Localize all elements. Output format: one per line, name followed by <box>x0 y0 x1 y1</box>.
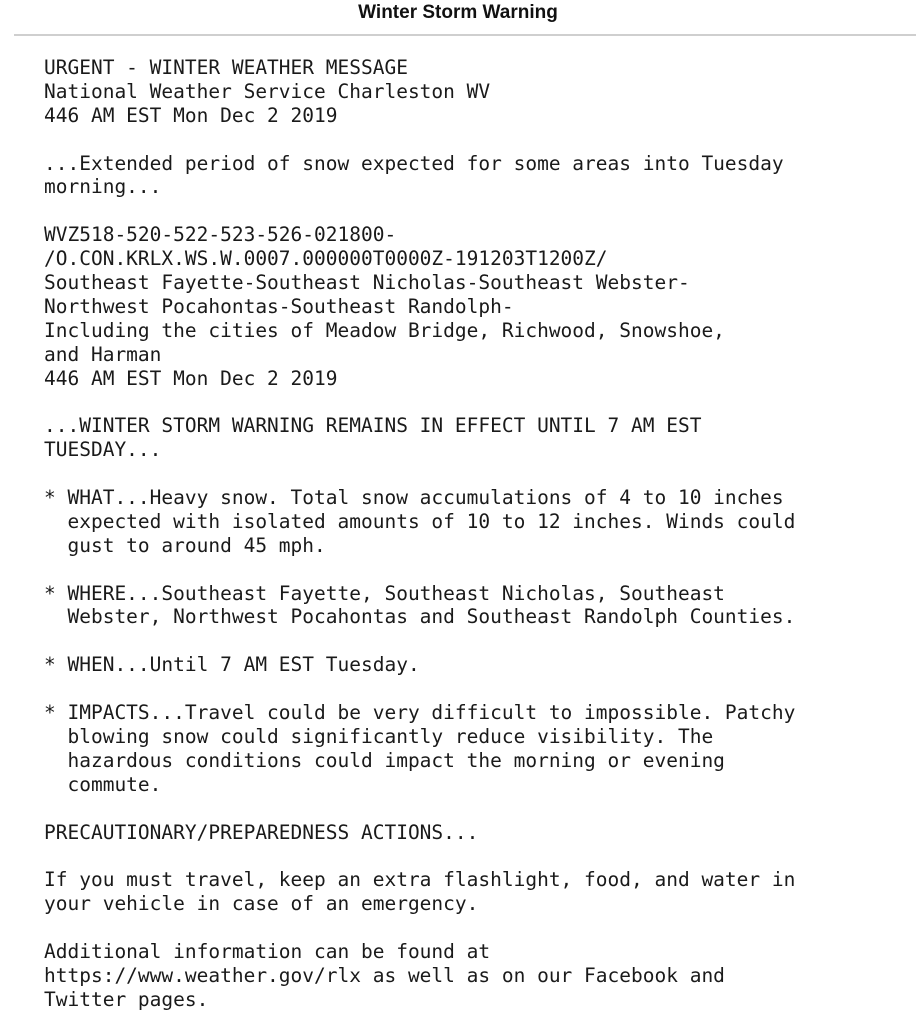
message-line: and Harman <box>44 342 162 366</box>
blank-line <box>44 558 912 582</box>
page-title: Winter Storm Warning <box>358 2 558 23</box>
message-line: If you must travel, keep an extra flashlight, food, and water in <box>44 868 796 892</box>
message-line: commute. <box>44 772 162 796</box>
message-line: blowing snow could significantly reduce visibility. The <box>44 724 714 748</box>
message-line: * WHERE...Southeast Fayette, Southeast Nicholas, Southeast <box>44 581 725 605</box>
message-line: * WHEN...Until 7 AM EST Tuesday. <box>44 653 420 677</box>
message-line: TUESDAY... <box>44 438 162 462</box>
message-line: your vehicle in case of an emergency. <box>44 892 479 916</box>
message-line: gust to around 45 mph. <box>44 533 326 557</box>
message-line: URGENT - WINTER WEATHER MESSAGE <box>44 56 408 79</box>
message-line: /O.CON.KRLX.WS.W.0007.000000T0000Z-191203T1200Z/ <box>44 247 608 271</box>
blank-line <box>44 390 912 414</box>
message-line: * IMPACTS...Travel could be very difficult to impossible. Patchy <box>44 701 796 725</box>
message-line: hazardous conditions could impact the morning or evening <box>44 748 725 772</box>
message-line: Northwest Pocahontas-Southeast Randolph- <box>44 294 514 318</box>
message-line: Including the cities of Meadow Bridge, Richwood, Snowshoe, <box>44 318 725 342</box>
message-line: Webster, Northwest Pocahontas and Southeast Randolph Counties. <box>44 605 796 629</box>
blank-line <box>44 916 912 940</box>
message-line: ...WINTER STORM WARNING REMAINS IN EFFECT UNTIL 7 AM EST <box>44 414 702 438</box>
message-line: morning... <box>44 175 162 199</box>
message-line: Twitter pages. <box>44 987 209 1011</box>
message-line: https://www.weather.gov/rlx as well as on our Facebook and <box>44 963 725 987</box>
warning-message-body <box>44 56 912 1012</box>
message-line: expected with isolated amounts of 10 to 12 inches. Winds could <box>44 509 796 533</box>
header-bar <box>14 0 916 36</box>
blank-line <box>44 199 912 223</box>
blank-line <box>44 844 912 868</box>
blank-line <box>44 462 912 486</box>
message-line: PRECAUTIONARY/PREPAREDNESS ACTIONS... <box>44 820 479 844</box>
message-line: 446 AM EST Mon Dec 2 2019 <box>44 366 338 390</box>
message-line: National Weather Service Charleston WV <box>44 79 491 103</box>
blank-line <box>44 677 912 701</box>
blank-line <box>44 797 912 821</box>
message-line: WVZ518-520-522-523-526-021800- <box>44 223 397 247</box>
message-line: ...Extended period of snow expected for some areas into Tuesday <box>44 151 784 175</box>
message-line: Southeast Fayette-Southeast Nicholas-Southeast Webster- <box>44 271 690 295</box>
message-line: 446 AM EST Mon Dec 2 2019 <box>44 103 338 127</box>
blank-line <box>44 629 912 653</box>
blank-line <box>44 128 912 152</box>
message-line: * WHAT...Heavy snow. Total snow accumulations of 4 to 10 inches <box>44 486 784 510</box>
message-line: Additional information can be found at <box>44 939 491 963</box>
